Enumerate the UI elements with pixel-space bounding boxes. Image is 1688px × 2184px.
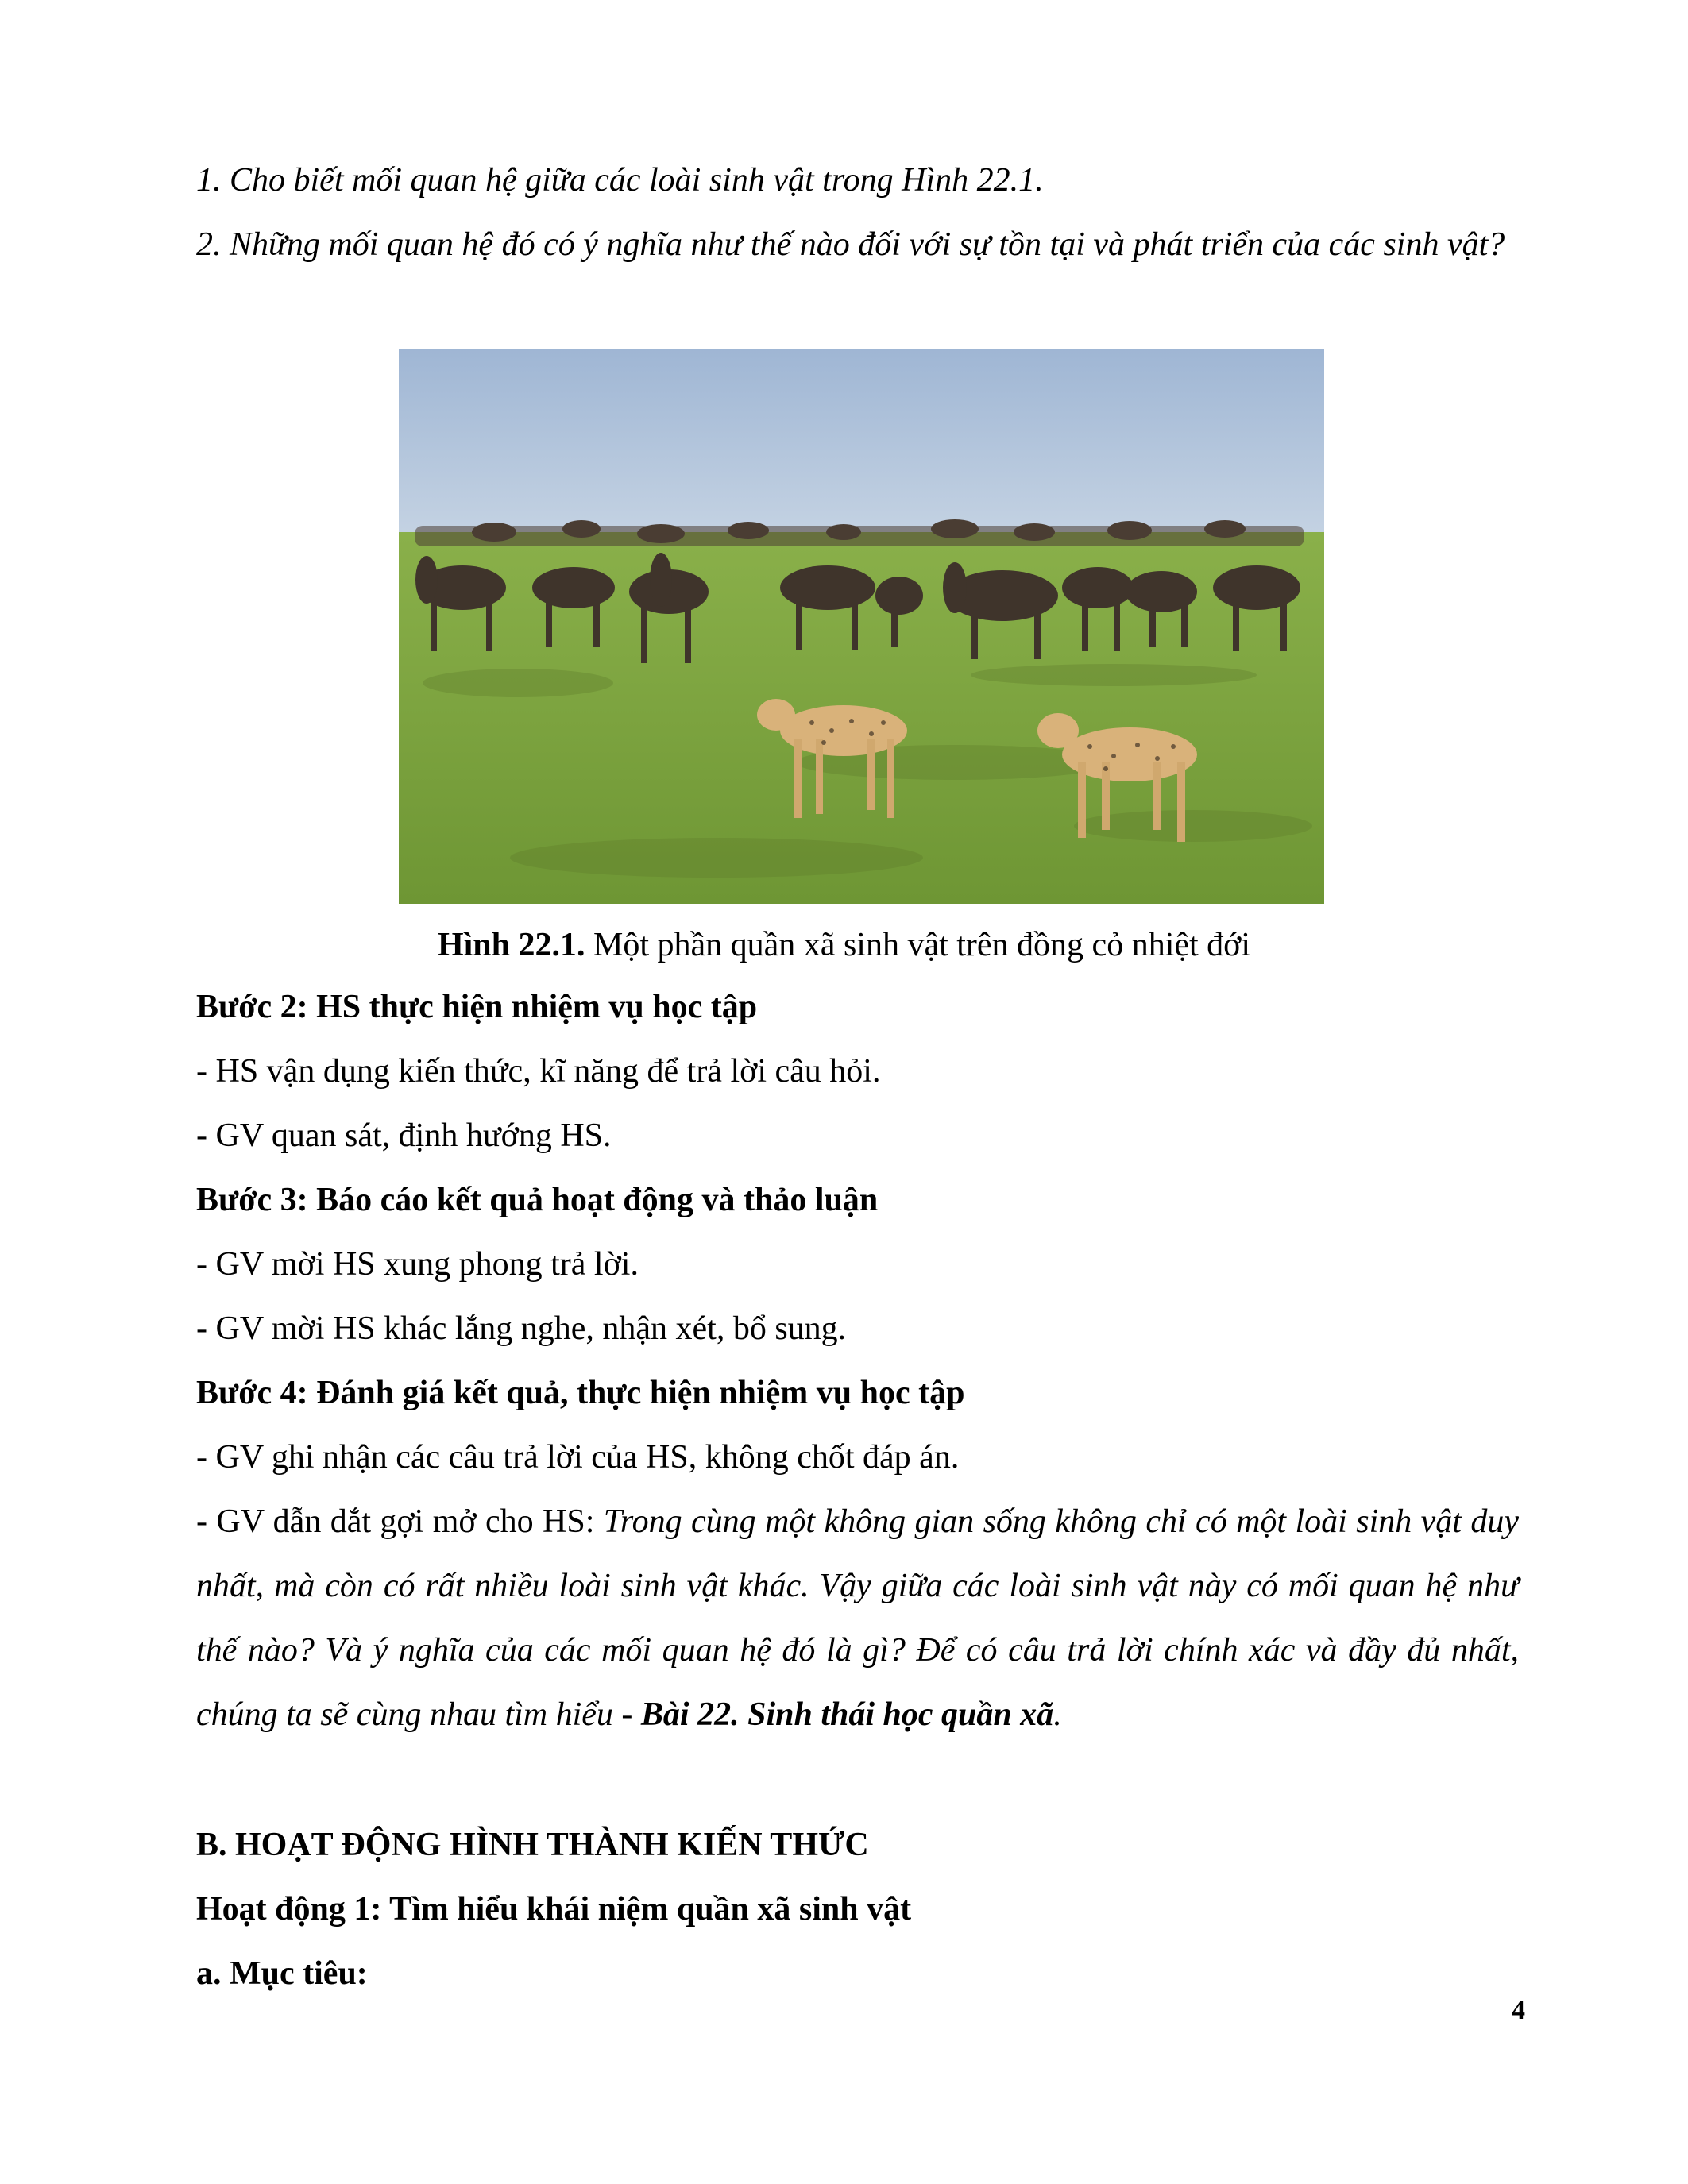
step2-line-1: - HS vận dụng kiến thức, kĩ năng để trả lời câu hỏi. <box>196 1053 881 1090</box>
activity-1-heading: Hoạt động 1: Tìm hiểu khái niệm quần xã sinh vật <box>196 1891 912 1927</box>
savanna-photo <box>399 349 1324 904</box>
question-1: 1. Cho biết mối quan hệ giữa các loài sinh vật trong Hình 22.1. <box>196 162 1044 199</box>
question-2: 2. Những mối quan hệ đó có ý nghĩa như thế nào đối với sự tồn tại và phát triển của các sinh vật? <box>196 226 1505 263</box>
step4-lead-paragraph <box>196 1490 1519 1747</box>
lead-prefix: - GV dẫn dắt gợi mở cho HS: <box>196 1503 604 1540</box>
step4-heading: Bước 4: Đánh giá kết quả, thực hiện nhiệm vụ học tập <box>196 1375 965 1411</box>
lead-italic: Trong cùng một không gian sống không chỉ có một loài sinh vật duy nhất, mà còn có rất nhiều loài sinh vật khác. Vậy giữa các loài sinh vật này có mối quan hệ như thế nào? Và ý nghĩa của các mối quan hệ đó là gì? Để có câu trả lời chính xác và đầy đủ nhất, chúng ta sẽ cùng nhau tìm hiểu - <box>196 1503 1519 1733</box>
sky <box>399 349 1324 540</box>
step2-heading: Bước 2: HS thực hiện nhiệm vụ học tập <box>196 989 758 1025</box>
figure-caption <box>0 921 1688 969</box>
lead-end: . <box>1053 1696 1062 1733</box>
step3-heading: Bước 3: Báo cáo kết quả hoạt động và thảo luận <box>196 1182 879 1218</box>
figure-savanna-photo <box>399 349 1324 904</box>
objective-heading: a. Mục tiêu: <box>196 1955 368 1992</box>
step3-line-1: - GV mời HS xung phong trả lời. <box>196 1246 639 1283</box>
step3-line-2: - GV mời HS khác lắng nghe, nhận xét, bổ sung. <box>196 1310 847 1347</box>
page-number: 4 <box>1512 1996 1525 2025</box>
step2-line-2: - GV quan sát, định hướng HS. <box>196 1117 612 1154</box>
section-b-heading: B. HOẠT ĐỘNG HÌNH THÀNH KIẾN THỨC <box>196 1827 869 1863</box>
step4-line-1: - GV ghi nhận các câu trả lời của HS, không chốt đáp án. <box>196 1439 960 1476</box>
figure-label: Hình 22.1. <box>437 927 585 963</box>
lesson-title: Bài 22. Sinh thái học quần xã <box>640 1696 1054 1733</box>
figure-caption-text: Một phần quần xã sinh vật trên đồng cỏ nhiệt đới <box>585 927 1251 963</box>
